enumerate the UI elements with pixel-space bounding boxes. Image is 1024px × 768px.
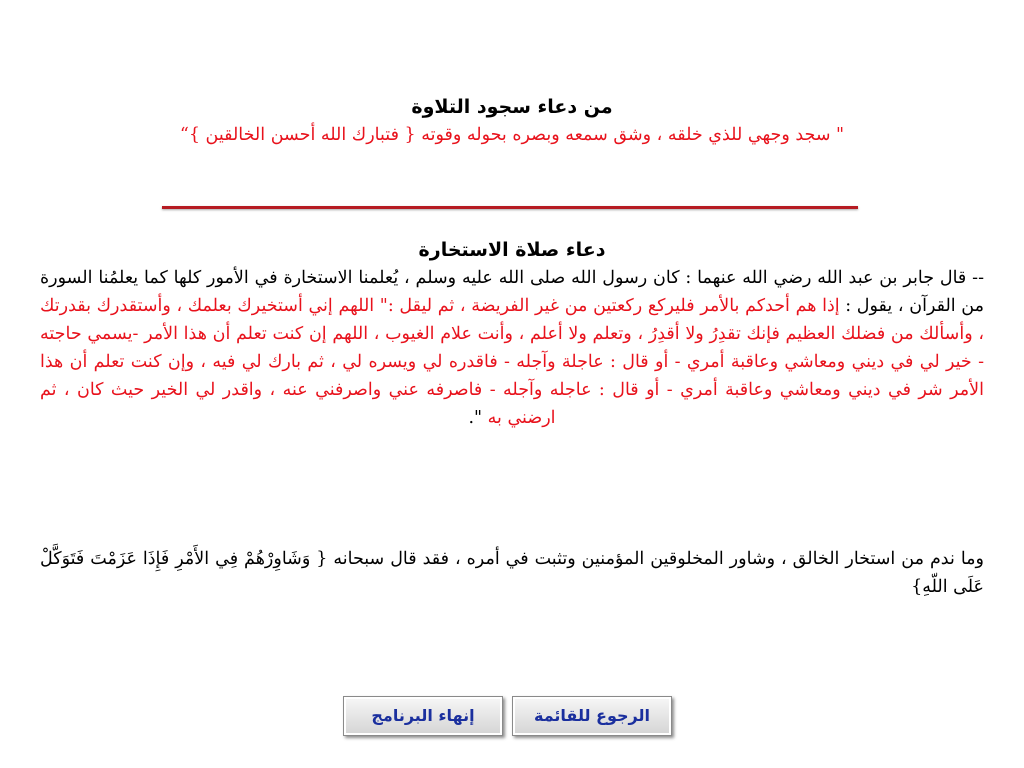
sujood-tilawa-title: من دعاء سجود التلاوة xyxy=(411,96,613,118)
istikhara-paragraph xyxy=(40,264,984,432)
istikhara-intro: -- قال جابر بن عبد الله رضي الله عنهما : كان رسول الله صلى الله عليه وسلم ، يُعلمنا الاستخارة في الأمور كلها كما يعلمُنا السورة من القرآن ، يقول : xyxy=(40,268,984,316)
section-divider xyxy=(162,206,858,209)
istikhara-closing: ". xyxy=(468,408,488,428)
istikhara-title: دعاء صلاة الاستخارة xyxy=(418,239,606,261)
sujood-tilawa-dua: " سجد وجهي للذي خلقه ، وشق سمعه وبصره بحوله وقوته { فتبارك الله أحسن الخالقين }“ xyxy=(179,125,845,145)
sujood-tilawa-section xyxy=(40,93,984,149)
istikhara-section xyxy=(40,236,984,432)
back-to-menu-button[interactable]: الرجوع للقائمة xyxy=(512,696,672,736)
istikhara-hadith: إذا هم أحدكم بالأمر فليركع ركعتين من غير الفريضة ، ثم ليقل :" اللهم إني أستخيرك بعلمك ، وأستقدرك بقدرتك ، وأسألك من فضلك العظيم فإنك تقدِرُ ولا أقدِرُ ، وتعلم ولا أعلم ، وأنت علام الغيوب ، اللهم إن كنت تعلم أن هذا الأمر -يسمي حاجته - خير لي في ديني ومعاشي وعاقبة أمري - أو قال : عاجلة وآجله - فاقدره لي ويسره لي ، ثم بارك لي فيه ، وإن كنت تعلم أن هذا الأمر شر في ديني ومعاشي وعاقبة أمري - أو قال : عاجله وآجله - فاصرفه عني واصرفني عنه ، واقدر لي الخير حيث كان ، ثم ارضني به xyxy=(40,296,984,428)
exit-program-button[interactable]: إنهاء البرنامج xyxy=(343,696,503,736)
consultation-paragraph: وما ندم من استخار الخالق ، وشاور المخلوقين المؤمنين وتثبت في أمره ، فقد قال سبحانه { وَشَاوِرْهُمْ فِي الأَمْرِ فَإِذَا عَزَمْتَ فَتَوَكَّلْ عَلَى اللّهِ} xyxy=(40,549,984,597)
